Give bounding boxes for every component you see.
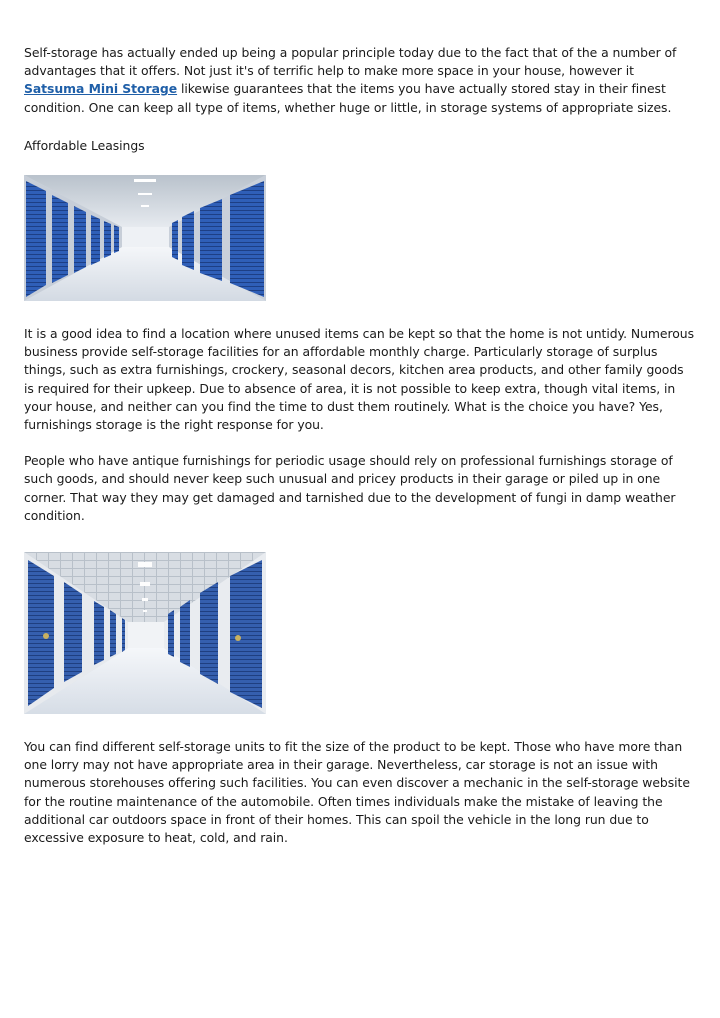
body-paragraph-2: It is a good idea to find a location where unused items can be kept so that the home is not untidy. Numerous business provide self-storage facilities for an affordable monthly charge. Particularly storage of surplus things, such as extra furnishings, crockery, seasonal decors, kitchen area products, and other family goods is required for their upkeep. Due to absence of area, it is not possible to keep extra, though vital items, in your house, and neither can you find the time to dust them routinely. What is the choice you have? Yes, furnishings storage is the right response for you. xyxy=(24,326,694,433)
intro-paragraph xyxy=(24,44,696,117)
intro-text-after-link: likewise guarantees that the items you have actually stored stay in their finest condition. One can keep all type of items, whether huge or little, in storage systems of appropriate sizes. xyxy=(24,81,672,115)
storage-hallway-photo-1 xyxy=(24,175,266,301)
storage-hallway-image-1 xyxy=(24,175,266,301)
storage-hallway-photo-2 xyxy=(24,552,266,714)
body-paragraph-4: You can find different self-storage units to fit the size of the product to be kept. Those who have more than one lorry may not have appropriate area in their garage. Nevertheless, car storage is not an issue with numerous storehouses offering such facilities. You can even discover a mechanic in the self-storage website for the routine maintenance of the automobile. Often times individuals make the mistake of leaving the additional car outdoors space in front of their homes. This can spoil the vehicle in the long run due to excessive exposure to heat, cold, and rain. xyxy=(24,739,690,846)
satsuma-mini-storage-link[interactable]: Satsuma Mini Storage xyxy=(24,81,178,97)
section-heading: Affordable Leasings xyxy=(24,137,145,153)
document-body xyxy=(24,44,696,847)
storage-hallway-image-2 xyxy=(24,552,266,714)
spacer xyxy=(24,434,696,452)
body-paragraph-3: People who have antique furnishings for periodic usage should rely on professional furnishings storage of such goods, and should never keep such unusual and pricey products in their garage or piled up in one corner. That way they may get damaged and tarnished due to the development of fungi in damp weather condition. xyxy=(24,453,676,523)
intro-text-before-link: Self-storage has actually ended up being a popular principle today due to the fact that of the a number of advantages that it offers. Not just it's of terrific help to make more space in your house, however it xyxy=(24,45,677,79)
